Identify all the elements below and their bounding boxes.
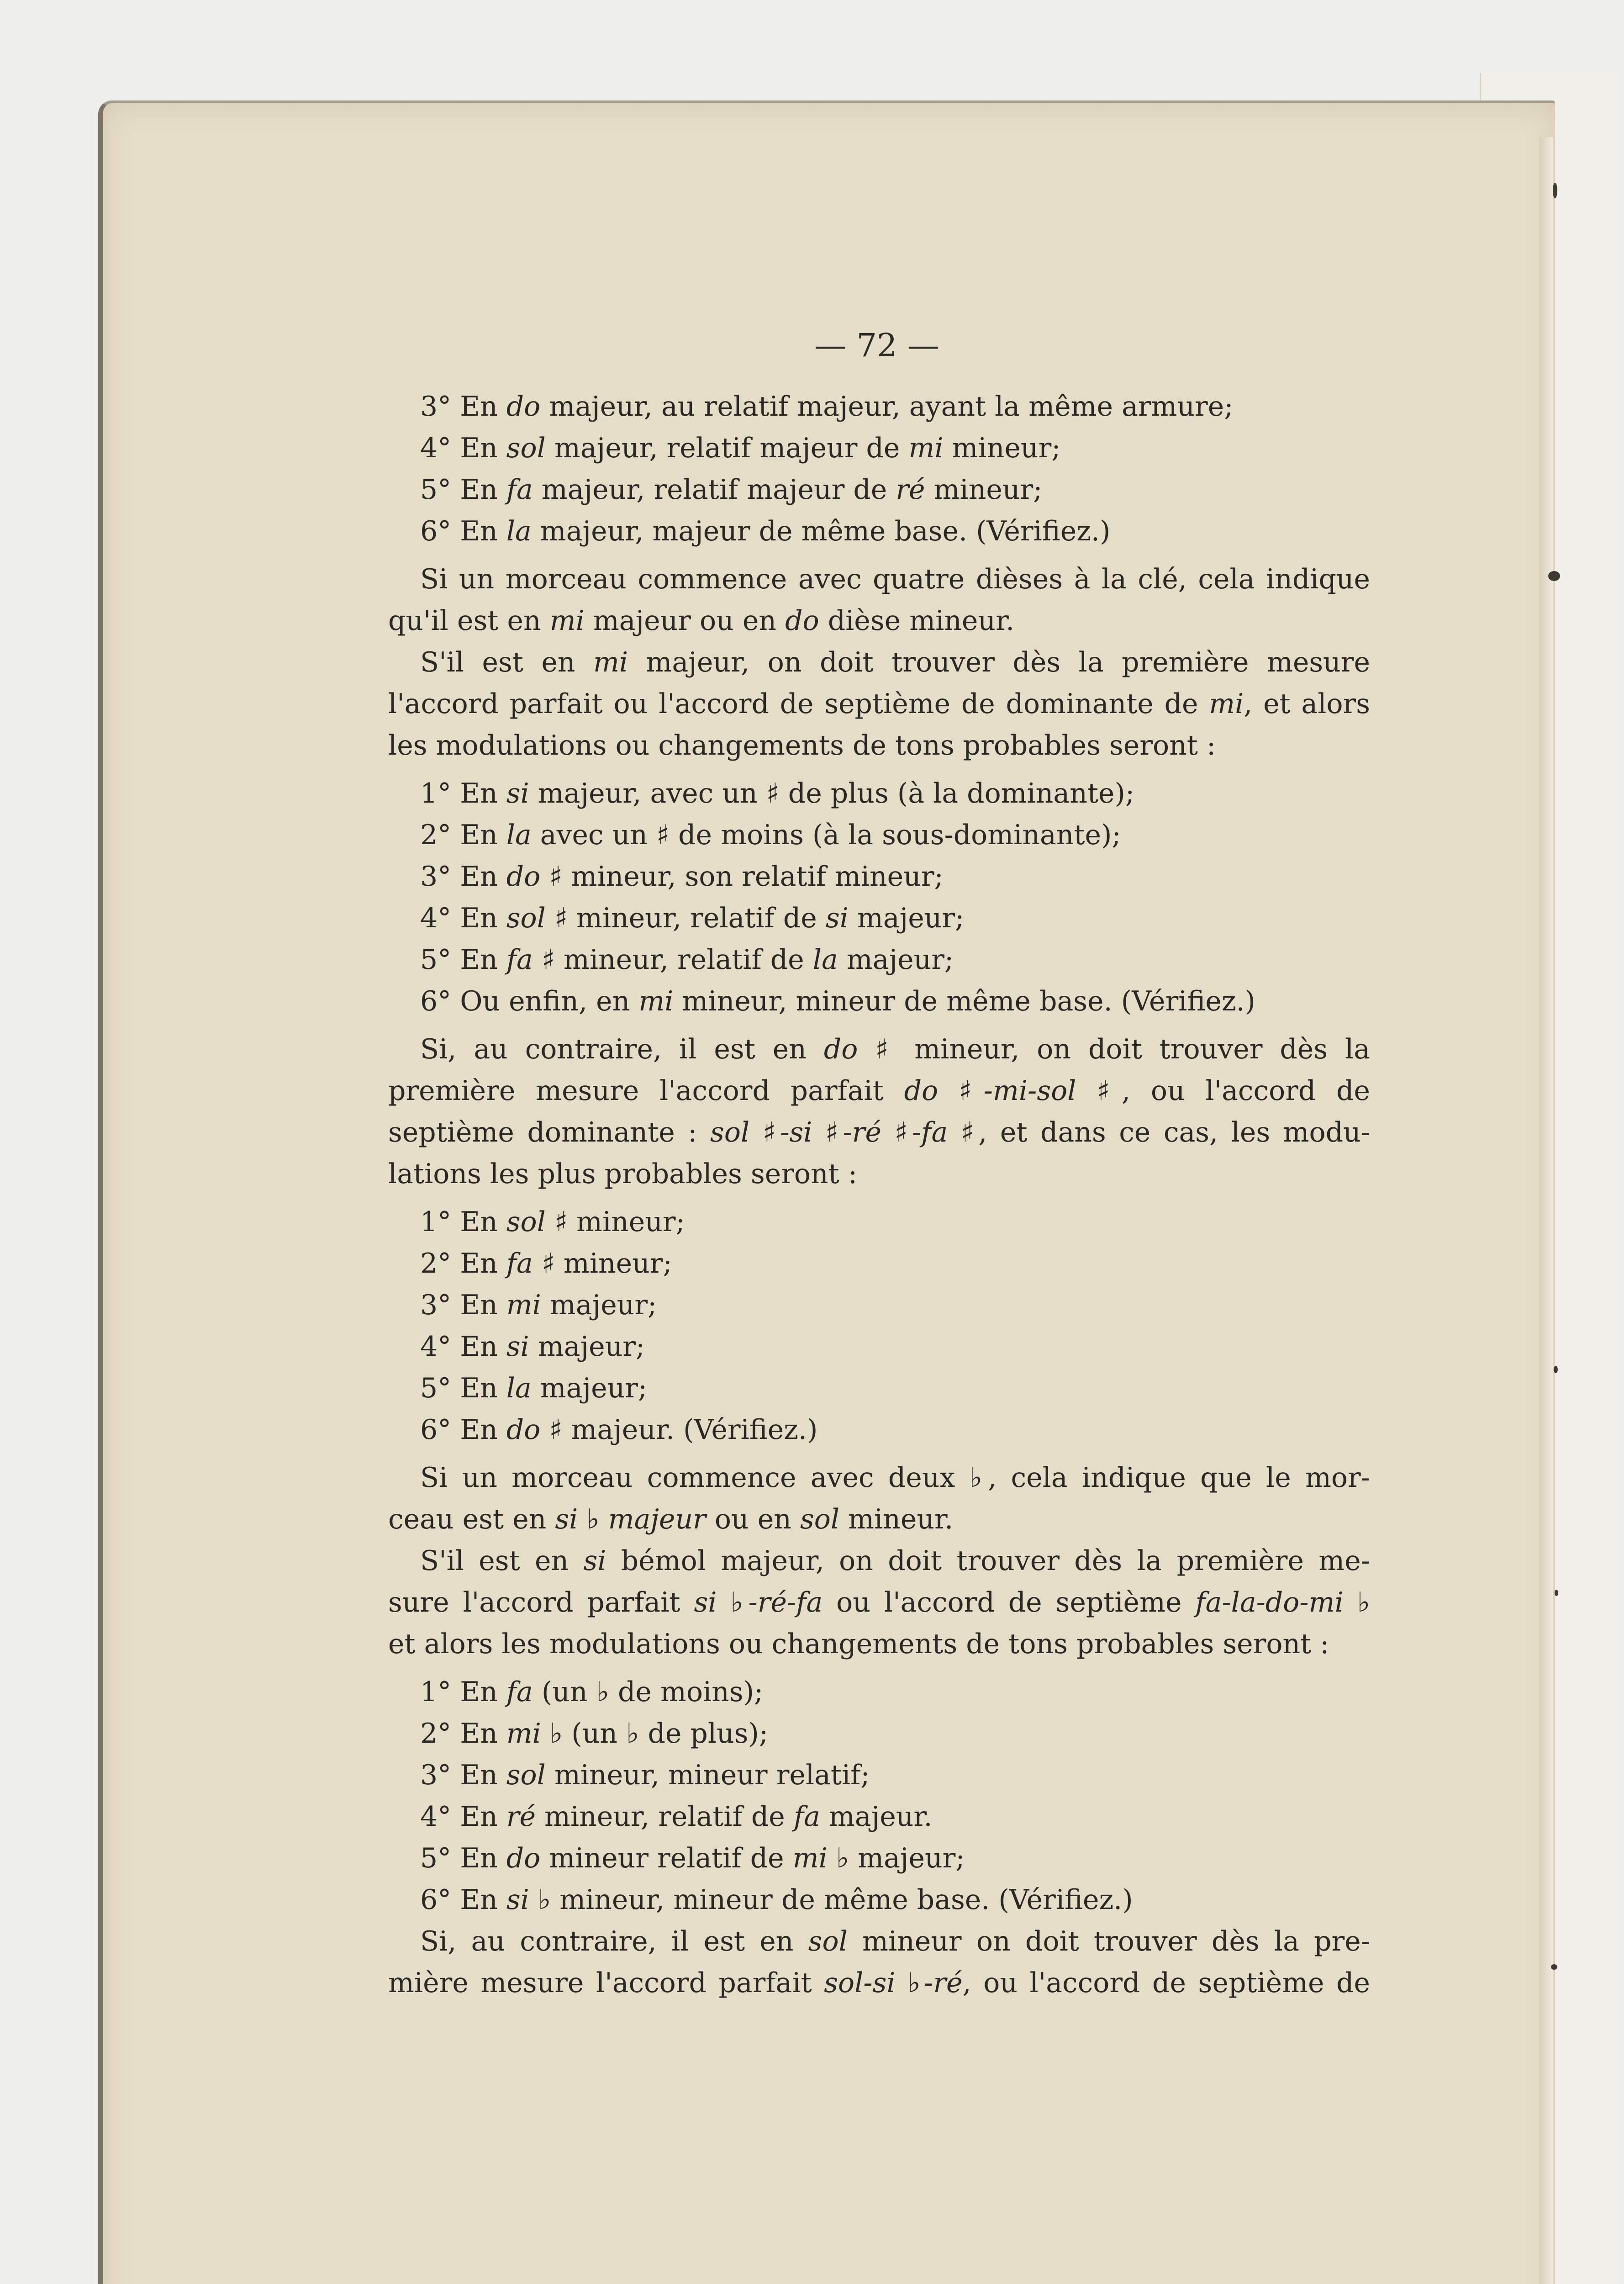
text-segment: 2° En bbox=[420, 1718, 506, 1750]
italic-term: si ♭ majeur bbox=[555, 1503, 706, 1535]
text-segment: 6° Ou enfin, en bbox=[420, 985, 639, 1017]
text-segment: majeur, relatif majeur de bbox=[545, 432, 909, 464]
text-line bbox=[388, 683, 1370, 725]
text-segment: avec un ♯ de moins (à la sous-dominante); bbox=[531, 819, 1121, 851]
margin-speck bbox=[1555, 1590, 1558, 1596]
text-segment: ou l'accord de septième bbox=[823, 1586, 1196, 1618]
list-item-line bbox=[388, 511, 1370, 552]
text-segment: Si, au contraire, il est en bbox=[420, 1925, 808, 1957]
text-segment: ♯ mineur, son relatif mineur; bbox=[540, 861, 944, 893]
list-item-line bbox=[388, 1713, 1370, 1755]
list-item-line bbox=[388, 1671, 1370, 1713]
italic-term: mi bbox=[549, 605, 585, 637]
italic-term: si ♭-ré-fa bbox=[694, 1586, 823, 1618]
text-segment: première mesure l'accord parfait bbox=[388, 1075, 904, 1107]
text-segment: majeur, avec un ♯ de plus (à la dominante); bbox=[529, 777, 1135, 809]
text-segment: majeur ou en bbox=[584, 605, 786, 637]
italic-term: mi bbox=[593, 646, 628, 678]
text-segment: 1° En bbox=[420, 1206, 506, 1238]
list-item-line bbox=[388, 386, 1370, 428]
text-segment: 3° En bbox=[420, 1289, 506, 1321]
text-segment: 5° En bbox=[420, 474, 506, 506]
italic-term: sol bbox=[506, 1759, 546, 1791]
italic-term: fa bbox=[506, 474, 533, 506]
list-item-line bbox=[388, 1755, 1370, 1796]
list-item-line bbox=[388, 1796, 1370, 1838]
text-segment: mineur, mineur relatif; bbox=[545, 1759, 870, 1791]
text-segment: 1° En bbox=[420, 1676, 506, 1708]
text-line bbox=[388, 1540, 1370, 1582]
list-item-line bbox=[388, 898, 1370, 939]
text-segment: majeur; bbox=[529, 1331, 645, 1363]
list-item-line bbox=[388, 1243, 1370, 1285]
page-body-text bbox=[388, 386, 1370, 2004]
text-segment: , et alors bbox=[1244, 688, 1370, 720]
text-segment: majeur; bbox=[849, 1842, 965, 1874]
italic-term: sol ♯-si ♯-ré ♯-fa ♯ bbox=[710, 1116, 979, 1148]
margin-speck bbox=[1554, 1366, 1558, 1373]
text-segment: , et dans ce cas, les modu- bbox=[978, 1116, 1371, 1148]
text-segment: ou en bbox=[706, 1503, 800, 1535]
text-segment: 4° En bbox=[420, 1331, 506, 1363]
text-line bbox=[388, 559, 1370, 600]
italic-term: fa-la-do-mi ♭ bbox=[1195, 1586, 1370, 1618]
italic-term: mi bbox=[908, 432, 944, 464]
italic-term: la bbox=[506, 1372, 532, 1404]
text-segment: ♯ mineur; bbox=[545, 1206, 685, 1238]
text-segment: mineur, mineur de même base. (Vérifiez.) bbox=[673, 985, 1255, 1017]
text-segment: majeur; bbox=[541, 1289, 657, 1321]
italic-term: do bbox=[785, 605, 819, 637]
text-line bbox=[388, 600, 1370, 642]
text-segment: ♯ mineur, on doit trouver dès la bbox=[858, 1033, 1370, 1065]
text-segment: ♯ mineur, relatif de bbox=[533, 944, 813, 976]
margin-speck bbox=[1548, 571, 1560, 581]
list-item-line bbox=[388, 814, 1370, 856]
text-segment: les modulations ou changements de tons probables seront : bbox=[388, 730, 1216, 761]
text-line bbox=[388, 1921, 1370, 1962]
margin-speck bbox=[1553, 183, 1557, 198]
text-segment: 6° En bbox=[420, 515, 506, 547]
text-segment: majeur, majeur de même base. (Vérifiez.) bbox=[531, 515, 1111, 547]
margin-speck bbox=[1551, 1964, 1557, 1970]
italic-term: do ♯-mi-sol ♯ bbox=[904, 1075, 1122, 1107]
text-line bbox=[388, 1623, 1370, 1665]
text-line bbox=[388, 1112, 1370, 1153]
text-segment: ceau est en bbox=[388, 1503, 555, 1535]
italic-term: sol bbox=[800, 1503, 840, 1535]
text-segment: qu'il est en bbox=[388, 605, 550, 637]
italic-term: la bbox=[506, 819, 532, 851]
text-line bbox=[388, 725, 1370, 767]
paragraph-gap bbox=[388, 552, 1370, 559]
text-segment: 4° En bbox=[420, 902, 506, 934]
text-segment: ♯ majeur. (Vérifiez.) bbox=[540, 1414, 818, 1446]
text-segment: 4° En bbox=[420, 1801, 506, 1833]
italic-term: la bbox=[506, 515, 532, 547]
italic-term: do bbox=[506, 861, 541, 893]
italic-term: sol bbox=[506, 902, 546, 934]
text-segment: 3° En bbox=[420, 1759, 506, 1791]
text-segment: l'accord parfait ou l'accord de septième de dominante de bbox=[388, 688, 1209, 720]
text-segment: majeur, au relatif majeur, ayant la même armure; bbox=[540, 391, 1234, 423]
list-item-line bbox=[388, 1201, 1370, 1243]
paragraph-gap bbox=[388, 767, 1370, 773]
italic-term: sol bbox=[506, 432, 546, 464]
text-segment: mineur on doit trouver dès la pre- bbox=[847, 1925, 1370, 1957]
text-segment: majeur; bbox=[838, 944, 954, 976]
list-item-line bbox=[388, 1326, 1370, 1368]
text-segment: sure l'accord parfait bbox=[388, 1586, 694, 1618]
italic-term: si bbox=[506, 777, 529, 809]
italic-term: la bbox=[812, 944, 838, 976]
text-segment: mineur relatif de bbox=[540, 1842, 793, 1874]
text-segment: 3° En bbox=[420, 391, 506, 423]
italic-term: fa bbox=[506, 944, 533, 976]
text-segment: 5° En bbox=[420, 1372, 506, 1404]
text-segment: et alors les modulations ou changements de tons probables seront : bbox=[388, 1628, 1329, 1660]
italic-term: sol-si ♭-ré bbox=[824, 1967, 963, 1999]
text-line bbox=[388, 642, 1370, 683]
text-segment: dièse mineur. bbox=[819, 605, 1015, 637]
list-item-line bbox=[388, 773, 1370, 814]
text-line bbox=[388, 1070, 1370, 1112]
text-segment: mineur. bbox=[839, 1503, 954, 1535]
list-item-line bbox=[388, 1879, 1370, 1921]
italic-term: mi bbox=[638, 985, 674, 1017]
italic-term: do bbox=[506, 1414, 541, 1446]
list-item-line bbox=[388, 1838, 1370, 1879]
list-item-line bbox=[388, 428, 1370, 469]
text-segment: septième dominante : bbox=[388, 1116, 711, 1148]
italic-term: mi bbox=[506, 1289, 541, 1321]
list-item-line bbox=[388, 981, 1370, 1022]
text-line bbox=[388, 1962, 1370, 2004]
text-segment: (un ♭ de moins); bbox=[533, 1676, 764, 1708]
text-segment: mière mesure l'accord parfait bbox=[388, 1967, 824, 1999]
italic-term: do bbox=[823, 1033, 858, 1065]
text-segment: mineur, mineur de même base. (Vérifiez.) bbox=[551, 1884, 1133, 1916]
page-number: — 72 — bbox=[814, 327, 939, 364]
text-segment: 1° En bbox=[420, 777, 506, 809]
text-segment: , ou l'accord de bbox=[1121, 1075, 1370, 1107]
text-segment: 5° En bbox=[420, 1842, 506, 1874]
italic-term: si bbox=[506, 1331, 529, 1363]
italic-term: do bbox=[506, 1842, 541, 1874]
italic-term: sol bbox=[808, 1925, 848, 1957]
italic-term: fa bbox=[793, 1801, 820, 1833]
italic-term: si bbox=[825, 902, 849, 934]
italic-term: mi ♭ bbox=[792, 1842, 849, 1874]
text-segment: , ou l'accord de septième de bbox=[962, 1967, 1370, 1999]
italic-term: si bbox=[583, 1545, 606, 1577]
text-segment: 2° En bbox=[420, 819, 506, 851]
italic-term: mi bbox=[1209, 688, 1244, 720]
text-line bbox=[388, 1457, 1370, 1499]
text-segment: mineur, relatif de bbox=[535, 1801, 794, 1833]
text-segment: 6° En bbox=[420, 1414, 506, 1446]
italic-term: fa bbox=[506, 1676, 533, 1708]
italic-term: mi ♭ bbox=[506, 1718, 563, 1750]
text-segment: S'il est en bbox=[420, 1545, 584, 1577]
text-segment: lations les plus probables seront : bbox=[388, 1158, 858, 1190]
italic-term: do bbox=[506, 391, 541, 423]
paragraph-gap bbox=[388, 1022, 1370, 1029]
text-segment: majeur, on doit trouver dès la première mesure bbox=[628, 646, 1370, 678]
text-segment: bémol majeur, on doit trouver dès la première me- bbox=[606, 1545, 1370, 1577]
list-item-line bbox=[388, 939, 1370, 981]
text-segment: Si, au contraire, il est en bbox=[420, 1033, 824, 1065]
text-segment: ♯ mineur, relatif de bbox=[545, 902, 826, 934]
text-segment: 3° En bbox=[420, 861, 506, 893]
list-item-line bbox=[388, 1368, 1370, 1409]
text-segment: mineur; bbox=[925, 474, 1043, 506]
text-segment: 4° En bbox=[420, 432, 506, 464]
list-item-line bbox=[388, 1285, 1370, 1326]
text-segment: majeur. bbox=[820, 1801, 933, 1833]
text-line bbox=[388, 1153, 1370, 1195]
text-segment: 2° En bbox=[420, 1248, 506, 1279]
list-item-line bbox=[388, 1409, 1370, 1451]
italic-term: si ♭ bbox=[506, 1884, 551, 1916]
list-item-line bbox=[388, 856, 1370, 898]
paragraph-gap bbox=[388, 1665, 1370, 1671]
text-segment: 5° En bbox=[420, 944, 506, 976]
text-segment: mineur; bbox=[943, 432, 1061, 464]
italic-term: sol bbox=[506, 1206, 546, 1238]
paragraph-gap bbox=[388, 1195, 1370, 1201]
text-line bbox=[388, 1582, 1370, 1623]
text-segment: ♯ mineur; bbox=[533, 1248, 672, 1279]
italic-term: fa bbox=[506, 1248, 533, 1279]
text-segment: majeur, relatif majeur de bbox=[533, 474, 896, 506]
page-right-edge bbox=[1539, 137, 1553, 2284]
paragraph-gap bbox=[388, 1451, 1370, 1457]
text-segment: S'il est en bbox=[420, 646, 594, 678]
text-segment: (un ♭ de plus); bbox=[563, 1718, 769, 1750]
italic-term: ré bbox=[506, 1801, 536, 1833]
text-segment: Si un morceau commence avec deux ♭, cela indique que le mor- bbox=[420, 1462, 1370, 1494]
text-segment: majeur; bbox=[848, 902, 965, 934]
text-segment: Si un morceau commence avec quatre dièses à la clé, cela indique bbox=[420, 563, 1370, 595]
text-segment: 6° En bbox=[420, 1884, 506, 1916]
text-line bbox=[388, 1029, 1370, 1070]
text-line bbox=[388, 1499, 1370, 1540]
list-item-line bbox=[388, 469, 1370, 511]
italic-term: ré bbox=[896, 474, 925, 506]
text-segment: majeur; bbox=[531, 1372, 648, 1404]
